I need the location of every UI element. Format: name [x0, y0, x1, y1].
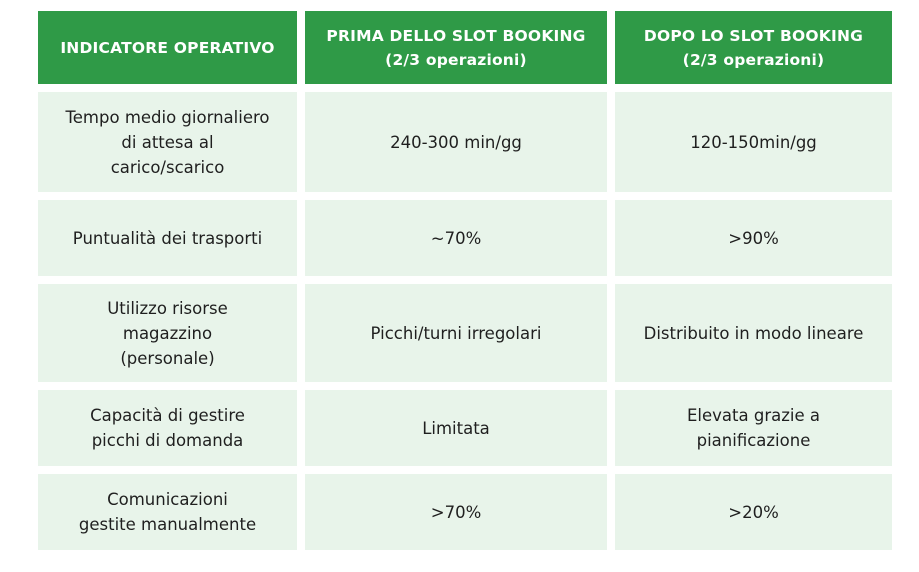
row3-indicator-line3: (personale)	[120, 348, 215, 368]
row3-after-value: Distribuito in modo lineare	[643, 323, 864, 343]
header-before	[305, 11, 607, 84]
row2-before-value: ~70%	[430, 228, 482, 248]
row1-indicator-line1: Tempo medio giornaliero	[65, 107, 270, 127]
row5-after-value: >20%	[728, 502, 779, 522]
row1-indicator-line3: carico/scarico	[110, 157, 225, 177]
header-after	[615, 11, 892, 84]
header-indicator-label: INDICATORE OPERATIVO	[60, 38, 275, 57]
row4-after	[615, 390, 892, 466]
comparison-table	[38, 11, 891, 550]
row4-indicator-line1: Capacità di gestire	[90, 406, 245, 425]
header-before-subtitle: (2/3 operazioni)	[385, 50, 527, 69]
row3-indicator-line1: Utilizzo risorse	[107, 298, 228, 318]
row5-before	[305, 474, 607, 550]
row5-indicator-line2: gestite manualmente	[78, 515, 257, 534]
row4-before	[305, 390, 607, 466]
row1-before-value: 240-300 min/gg	[390, 132, 522, 152]
row2-after	[615, 200, 892, 276]
header-after-title: DOPO LO SLOT BOOKING	[643, 26, 864, 45]
row4-after-line2: pianificazione	[696, 431, 811, 450]
row1-after	[615, 92, 892, 192]
row3-before	[305, 284, 607, 382]
row4-before-value: Limitata	[422, 418, 490, 438]
row1-indicator	[38, 92, 297, 192]
row4-indicator-line2: picchi di domanda	[91, 431, 244, 450]
row3-after	[615, 284, 892, 382]
row1-before	[305, 92, 607, 192]
row5-before-value: >70%	[430, 502, 482, 522]
header-after-subtitle: (2/3 operazioni)	[682, 50, 825, 69]
row3-before-value: Picchi/turni irregolari	[370, 323, 542, 343]
row3-indicator	[38, 284, 297, 382]
row2-indicator-line1: Puntualità dei trasporti	[72, 228, 263, 248]
row4-indicator	[38, 390, 297, 466]
row2-before	[305, 200, 607, 276]
row5-indicator	[38, 474, 297, 550]
row5-indicator-line1: Comunicazioni	[107, 490, 228, 509]
row4-after-line1: Elevata grazie a	[687, 406, 820, 425]
row5-after	[615, 474, 892, 550]
row2-after-value: >90%	[728, 228, 779, 248]
header-indicator	[38, 11, 297, 84]
row1-after-value: 120-150min/gg	[690, 132, 817, 152]
row3-indicator-line2: magazzino	[122, 323, 213, 343]
row2-indicator	[38, 200, 297, 276]
row1-indicator-line2: di attesa al	[121, 132, 214, 152]
header-before-title: PRIMA DELLO SLOT BOOKING	[326, 26, 586, 45]
